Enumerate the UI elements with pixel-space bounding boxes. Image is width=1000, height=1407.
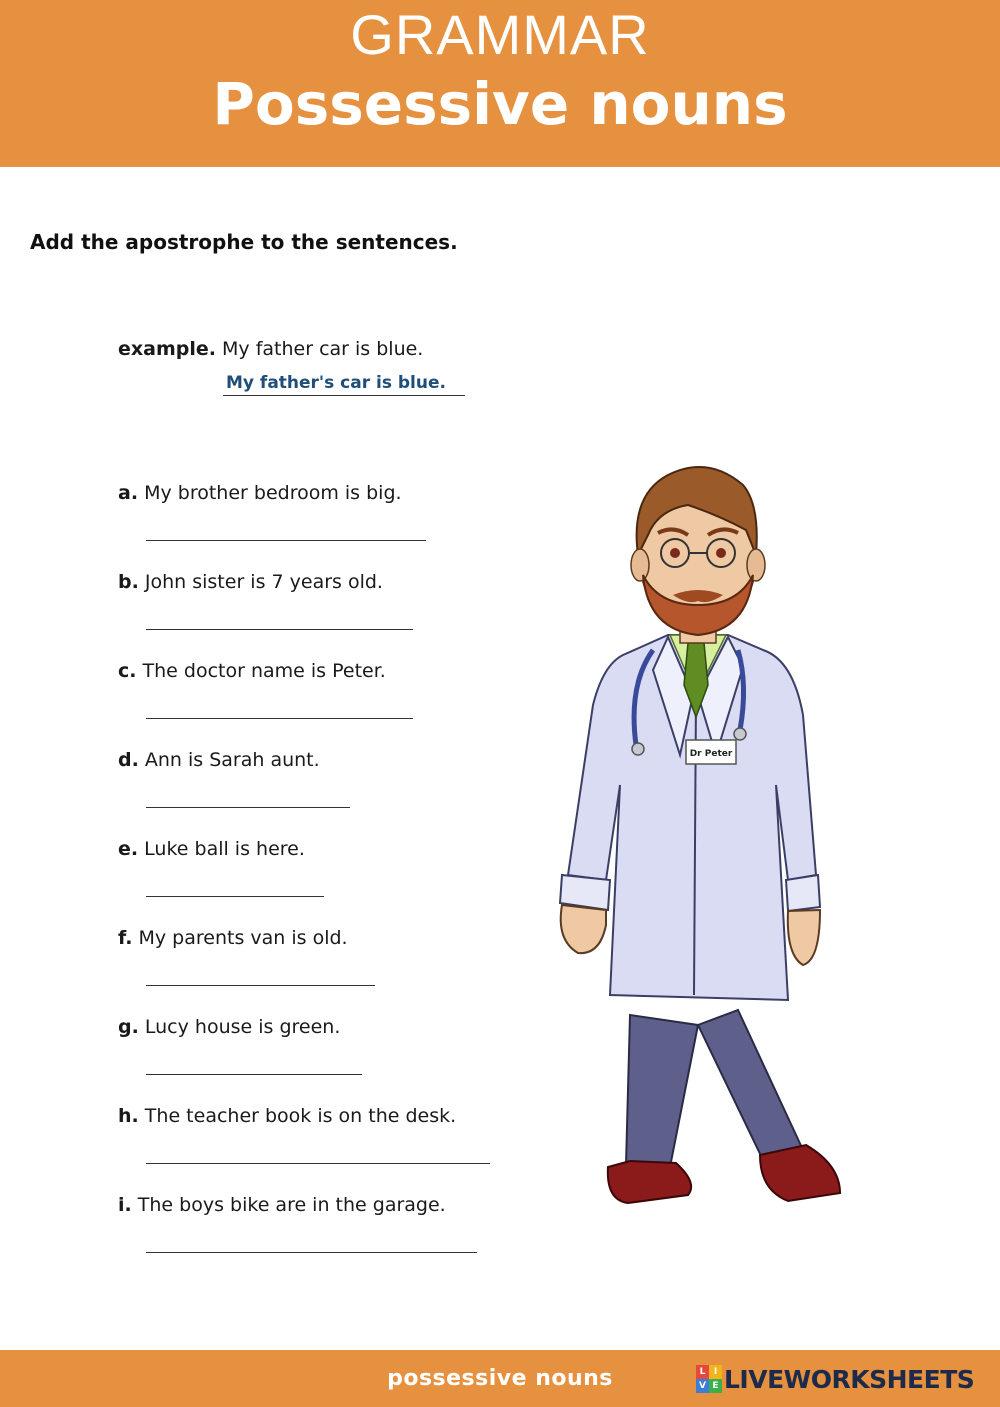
doctor-illustration	[548, 455, 848, 1215]
question-text: John sister is 7 years old.	[144, 571, 383, 593]
logo-letter: I	[709, 1365, 722, 1379]
question-letter: e.	[118, 838, 139, 860]
question-d	[118, 749, 320, 771]
example-label: example.	[118, 338, 216, 360]
liveworksheets-icon	[696, 1365, 722, 1393]
answer-field-g[interactable]	[146, 1074, 362, 1075]
question-text: The teacher book is on the desk.	[144, 1105, 457, 1127]
question-e	[118, 838, 305, 860]
page-title: Possessive nouns	[212, 70, 788, 138]
question-g	[118, 1016, 340, 1038]
answer-field-c[interactable]	[146, 718, 413, 719]
question-text: My parents van is old.	[138, 927, 348, 949]
header-kicker: GRAMMAR	[350, 3, 650, 66]
question-letter: i.	[118, 1194, 132, 1216]
name-badge-text: Dr Peter	[689, 749, 733, 759]
question-f	[118, 927, 348, 949]
brand-text: LIVEWORKSHEETS	[724, 1364, 975, 1394]
logo-letter: E	[709, 1379, 722, 1393]
question-b	[118, 571, 383, 593]
question-h	[118, 1105, 456, 1127]
question-i	[118, 1194, 446, 1216]
question-text: Ann is Sarah aunt.	[144, 749, 320, 771]
question-letter: f.	[118, 927, 133, 949]
question-text: Lucy house is green.	[144, 1016, 341, 1038]
liveworksheets-logo[interactable]	[696, 1364, 974, 1394]
example-text: My father car is blue.	[222, 338, 424, 360]
logo-letter: L	[696, 1365, 709, 1379]
question-letter: b.	[118, 571, 139, 593]
instruction-text: Add the apostrophe to the sentences.	[30, 230, 458, 254]
answer-field-f[interactable]	[146, 985, 375, 986]
footer-banner	[0, 1350, 1000, 1407]
example-answer: My father's car is blue.	[223, 370, 465, 396]
question-a	[118, 482, 402, 504]
question-c	[118, 660, 386, 682]
answer-field-a[interactable]	[146, 540, 426, 541]
question-text: The boys bike are in the garage.	[137, 1194, 446, 1216]
logo-letter: V	[696, 1379, 709, 1393]
question-text: Luke ball is here.	[144, 838, 305, 860]
question-letter: g.	[118, 1016, 139, 1038]
question-letter: h.	[118, 1105, 139, 1127]
question-text: The doctor name is Peter.	[142, 660, 386, 682]
answer-field-b[interactable]	[146, 629, 413, 630]
answer-field-i[interactable]	[146, 1252, 477, 1253]
question-letter: c.	[118, 660, 137, 682]
question-text: My brother bedroom is big.	[144, 482, 402, 504]
question-letter: d.	[118, 749, 139, 771]
example-sentence	[118, 338, 423, 360]
answer-field-h[interactable]	[146, 1163, 490, 1164]
question-letter: a.	[118, 482, 139, 504]
answer-field-d[interactable]	[146, 807, 350, 808]
answer-field-e[interactable]	[146, 896, 324, 897]
footer-label: possessive nouns	[387, 1366, 613, 1391]
header-banner	[0, 0, 1000, 167]
